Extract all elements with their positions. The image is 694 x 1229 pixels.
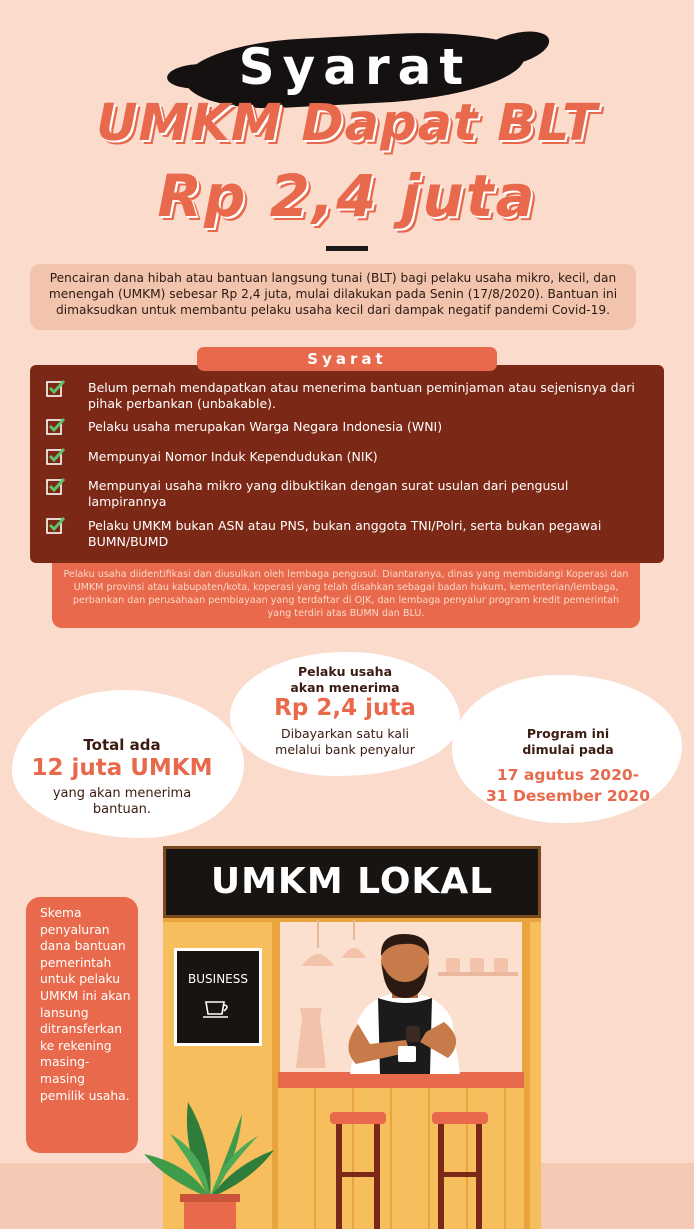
business-board-label: BUSINESS — [188, 972, 248, 986]
requirement-item: Mempunyai Nomor Induk Kependudukan (NIK) — [88, 449, 378, 464]
requirements-tab: Syarat — [197, 347, 497, 371]
requirement-item: Mempunyai usaha mikro yang dibuktikan dengan surat usulan dari pengusul lampirannya — [88, 478, 569, 509]
bar-stools-icon — [326, 1112, 492, 1229]
booth-sign: UMKM LOKAL — [163, 846, 541, 918]
requirement-item: Pelaku UMKM bukan ASN atau PNS, bukan anggota TNI/Polri, serta bukan pegawai BUMN/BUMD — [88, 518, 602, 549]
check-icon — [46, 379, 66, 397]
booth-counter — [278, 1072, 524, 1088]
amount-value: Rp 2,4 juta — [274, 695, 416, 721]
page-title-line1: UMKM Dapat BLT — [96, 94, 598, 153]
total-line3: bantuan. — [92, 802, 152, 817]
program-date-start: 17 agutus 2020- — [496, 766, 640, 784]
jug-icon — [292, 1008, 332, 1070]
total-value: 12 juta UMKM — [31, 755, 213, 781]
amount-line4: melalui bank penyalur — [275, 742, 415, 757]
header-syarat-word: Syarat — [238, 38, 472, 96]
amount-line3: Dibayarkan satu kali — [280, 726, 410, 741]
potted-plant-icon — [140, 1094, 280, 1229]
skema-text: Skema penyaluran dana bantuan pemerintah untuk pelaku UMKM ini akan lansung ditransferkan ke rekening masing-masing pemilik usaha. — [40, 906, 131, 1103]
program-date-end: 31 Desember 2020 — [485, 787, 651, 805]
check-icon — [46, 516, 66, 534]
coffee-cup-icon — [202, 998, 234, 1020]
business-board — [174, 948, 262, 1046]
requirement-item: Pelaku usaha merupakan Warga Negara Indonesia (WNI) — [88, 419, 443, 434]
check-icon — [46, 417, 66, 435]
check-icon — [46, 447, 66, 465]
lembaga-note-text: Pelaku usaha diidentifikasi dan diusulkan oleh lembaga pengusul. Diantaranya, dinas yang membidangi Koperasi dan UMKM provinsi atau kabupaten/kota, koperasi yang telah disahkan sebagai badan hukum, kementerian/lembaga, perbankan dan perusahaan pembiayaan yang terdaftar di OJK, dan lembaga penyalur program kredit pemerintah yang terdiri atas BUMN dan BLU. — [63, 569, 629, 619]
total-line1: Total ada — [83, 736, 161, 754]
total-line2: yang akan menerima — [52, 786, 192, 801]
amount-line1: Pelaku usaha — [297, 664, 393, 679]
barista-illustration — [340, 928, 470, 1074]
title-divider — [326, 246, 368, 251]
amount-line2: akan menerima — [290, 680, 400, 695]
check-icon — [46, 477, 66, 495]
page-title-line2: Rp 2,4 juta — [157, 162, 537, 230]
program-line1: Program ini — [526, 726, 610, 741]
intro-paragraph: Pencairan dana hibah atau bantuan langsung tunai (BLT) bagi pelaku usaha mikro, kecil, dan menengah (UMKM) sebesar Rp 2,4 juta, mulai dilakukan pada Senin (17/8/2020). Bantuan ini dimaksudkan untuk membantu pelaku usaha kecil dari dampak negatif pandemi Covid-19. — [30, 264, 636, 330]
program-line2: dimulai pada — [522, 742, 614, 757]
requirement-item: Belum pernah mendapatkan atau menerima bantuan peminjaman atau sejenisnya dari pihak perbankan (unbakable). — [88, 380, 635, 411]
